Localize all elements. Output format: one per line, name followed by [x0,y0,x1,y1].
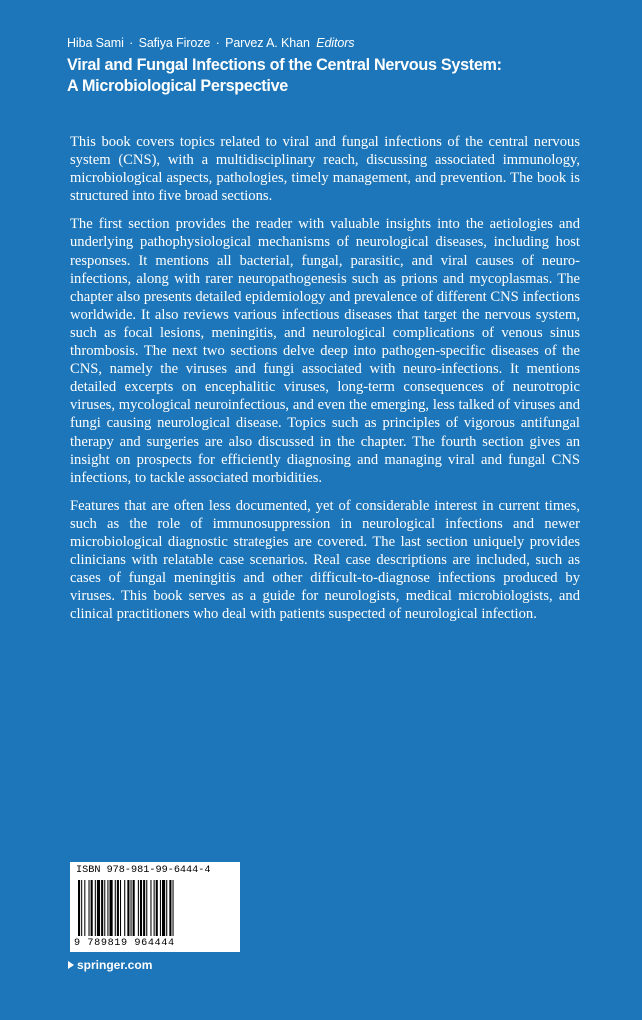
blurb-paragraph: Features that are often less documented, yet of considerable interest in current times, such as the role of immunosuppression in neurological infections and newer microbiological diagnostic strategies are covered. The last section uniquely provides clinicians with relatable case scenarios. Real case descriptions are included, such as cases of fungal meningitis and other difficult-to-diagnose infections produced by viruses. This book serves as a guide for neurologists, medical microbiologists, and clinical practitioners who deal with patients suspected of neurological infection. [70,497,580,623]
isbn-barcode [70,862,240,952]
barcode-bar [110,880,113,936]
barcode-bar [131,880,132,936]
barcode-bar [166,880,167,936]
barcode-bar [91,880,93,936]
barcode-bar [97,880,100,936]
barcode-bar [89,880,90,936]
editor-separator: · [215,36,220,50]
barcode-bar [95,880,96,936]
barcode-bar [138,880,139,936]
barcode-bar [120,880,121,936]
barcode-bar [115,880,116,936]
barcode-bar [81,880,82,936]
barcode-bar [140,880,142,936]
barcode-bar [133,880,135,936]
barcode-digits: 9 789819 964444 [74,938,175,949]
editor-separator: · [129,36,134,50]
barcode-bar [162,880,165,936]
barcode-bar [127,880,129,936]
barcode-bar [156,880,158,936]
blurb [70,133,580,633]
editors-role: Editors [316,36,355,50]
book-title-line: Viral and Fungal Infections of the Central Nervous System: [67,56,502,74]
barcode-bar [160,880,161,936]
barcode-bar [150,880,151,936]
isbn-label: ISBN 978-981-99-6444-4 [76,865,211,876]
publisher-link[interactable] [68,958,152,972]
blurb-paragraph: This book covers topics related to viral and fungal infections of the central nervous system (CNS), with a multidisciplinary reach, discussing associated immunology, microbiological aspects, pathologies, timely management, and prevention. The book is structured into five broad sections. [70,134,580,205]
barcode-bar [146,880,147,936]
barcode-bar [104,880,105,936]
barcode-bar [173,880,174,936]
barcode-bars [78,880,232,936]
book-title [67,55,587,97]
editor-name: Parvez A. Khan [225,36,310,50]
editor-name: Hiba Sami [67,36,124,50]
arrow-right-icon [68,961,74,969]
barcode-bar [78,880,80,936]
barcode-bar [117,880,119,936]
barcode-bar [154,880,155,936]
book-subtitle-line: A Microbiological Perspective [67,77,288,95]
blurb-paragraph: The first section provides the reader with valuable insights into the aetiologies and underlying pathophysiological mechanisms of neurological diseases, including host responses. It mentions all bacterial, fungal, parasitic, and viral causes of neuro-infections, along with rarer neuropathogenesis such as prions and mycoplasmas. The chapter also presents detailed epidemiology and prevalence of different CNS infections worldwide. It also reviews various infectious diseases that target the nervous system, such as focal lesions, meningitis, and neurological complications of venous sinus thrombosis. The next two sections delve deep into pathogen-specific diseases of the CNS, namely the viruses and fungi associated with neuro-infections. It mentions detailed excerpts on encephalitic viruses, long-term consequences of neurotropic viruses, mycological neuroinfectious, and even the emerging, less talked of viruses and fungi causing neurological disease. Topics such as principles of vigorous antifungal therapy and surgeries are also discussed in the chapter. The fourth section gives an insight on prospects for efficiently diagnosing and managing viral and fungal CNS infections, to tackle associated morbidities. [70,216,580,486]
barcode-bar [169,880,171,936]
publisher-url: springer.com [77,958,153,972]
barcode-bar [107,880,108,936]
editors-line [67,36,354,50]
editor-name: Safiya Firoze [138,36,211,50]
barcode-bar [124,880,125,936]
barcode-bar [143,880,145,936]
barcode-bar [101,880,103,936]
barcode-bar [84,880,85,936]
